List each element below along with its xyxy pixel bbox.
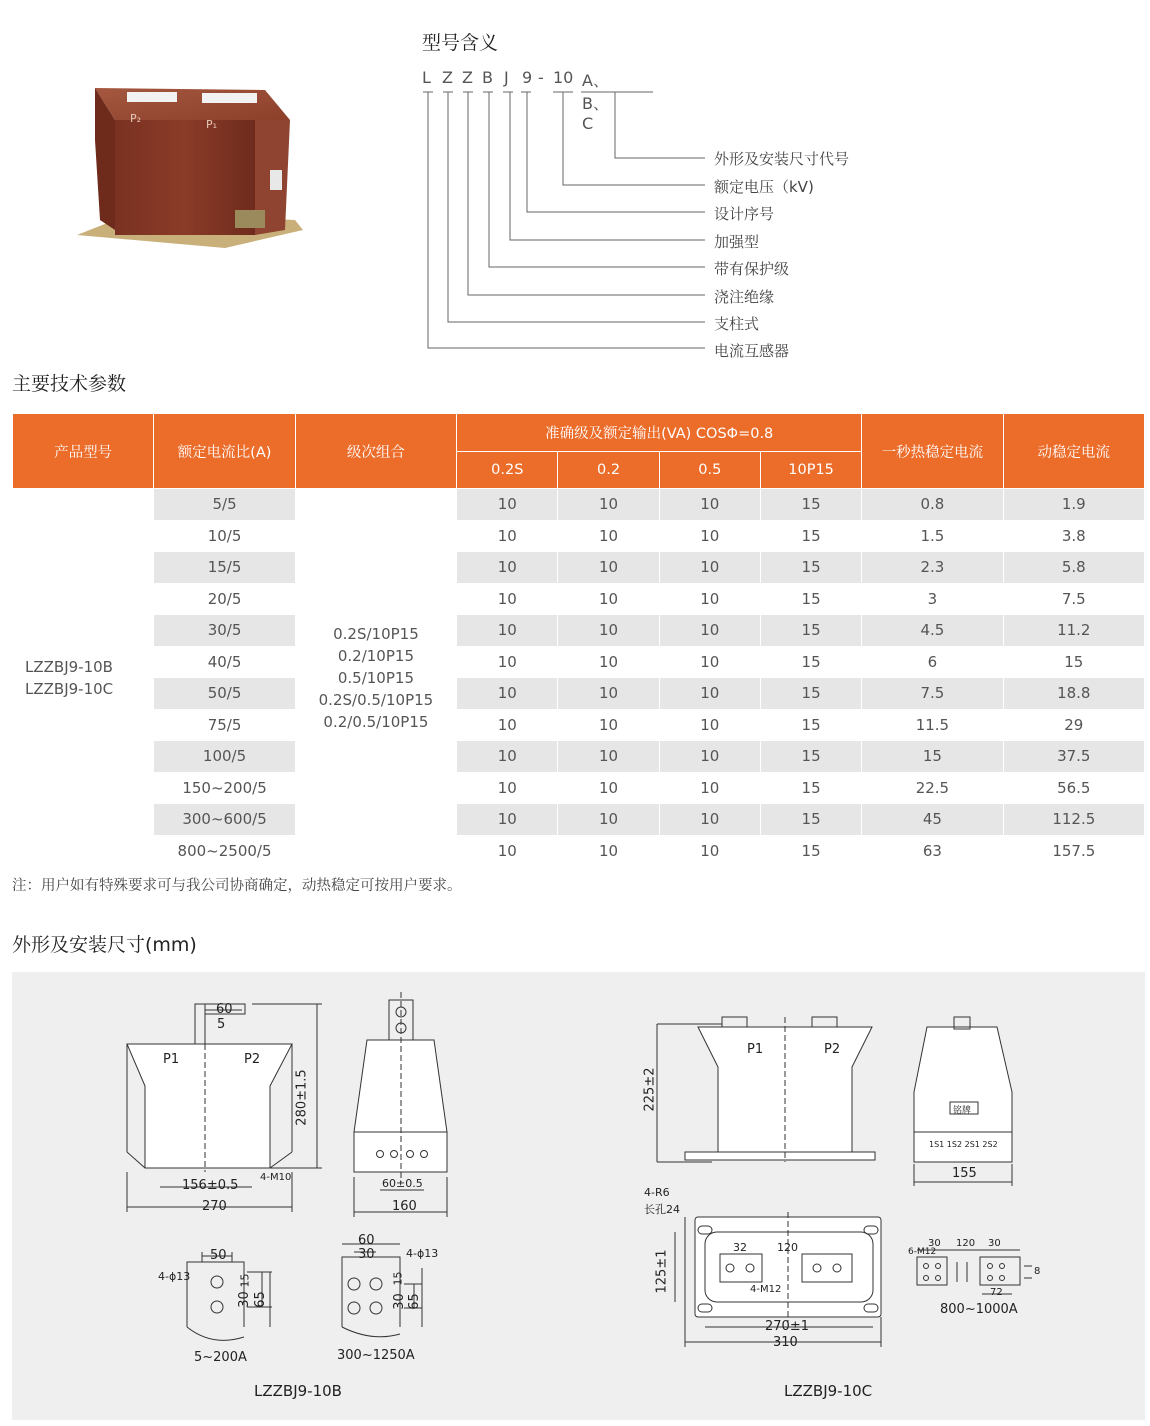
table-row xyxy=(13,678,1145,710)
cell: 10 xyxy=(659,615,760,647)
code-char: Z xyxy=(462,68,473,87)
dim-label: 120 xyxy=(956,1238,976,1249)
cell: 1.9 xyxy=(1003,489,1144,521)
header-accuracy-group: 准确级及额定输出(VA) COSΦ=0.8 xyxy=(457,414,862,452)
dim-label: 72 xyxy=(990,1287,1003,1298)
cell: 10 xyxy=(457,489,558,521)
cell: 10 xyxy=(457,772,558,804)
cell: 10 xyxy=(558,772,659,804)
dim-label: 300~1250A xyxy=(337,1348,415,1363)
code-char: L xyxy=(422,68,431,87)
cell: 10 xyxy=(659,552,760,584)
drawing-model-caption: LZZBJ9-10B xyxy=(254,1382,342,1400)
cell-ratio: 10/5 xyxy=(154,520,295,552)
dim-label: 32 xyxy=(733,1241,747,1254)
cell-ratio: 40/5 xyxy=(154,646,295,678)
dim-label: 8 xyxy=(1034,1266,1041,1277)
table-row xyxy=(13,772,1145,804)
cell: 63 xyxy=(862,835,1003,867)
cell: 56.5 xyxy=(1003,772,1144,804)
table-row xyxy=(13,552,1145,584)
header-sub: 0.2 xyxy=(558,452,659,489)
cell: 15 xyxy=(760,489,861,521)
cell: 7.5 xyxy=(1003,583,1144,615)
cell: 15 xyxy=(760,678,861,710)
meaning-item: 额定电压（kV) xyxy=(714,178,814,196)
cell-ratio: 300~600/5 xyxy=(154,804,295,836)
cell: 10 xyxy=(457,804,558,836)
cell: 10 xyxy=(659,583,760,615)
cell: 10 xyxy=(558,615,659,647)
dim-label: P1 xyxy=(163,1052,180,1067)
dim-label: 160 xyxy=(392,1199,417,1214)
table-row xyxy=(13,615,1145,647)
cell: 15 xyxy=(760,615,861,647)
dim-label: 30 xyxy=(988,1238,1001,1249)
cell: 4.5 xyxy=(862,615,1003,647)
meaning-item: 电流互感器 xyxy=(714,342,790,360)
dim-label: 30 xyxy=(358,1247,375,1262)
table-row xyxy=(13,646,1145,678)
table-row xyxy=(13,520,1145,552)
cell: 15 xyxy=(760,520,861,552)
cell: 18.8 xyxy=(1003,678,1144,710)
dim-label: 铭牌 xyxy=(953,1106,972,1116)
technical-drawings xyxy=(12,972,1145,1420)
meaning-item: 支柱式 xyxy=(714,315,760,333)
dim-label: 15 xyxy=(391,1271,405,1286)
cell-ratio: 30/5 xyxy=(154,615,295,647)
cell: 10 xyxy=(558,709,659,741)
dim-label: 30 xyxy=(928,1238,941,1249)
cell: 15 xyxy=(760,772,861,804)
cell-ratio: 20/5 xyxy=(154,583,295,615)
cell-ratio: 50/5 xyxy=(154,678,295,710)
meaning-leader-lines xyxy=(415,90,725,360)
specs-title: 主要技术参数 xyxy=(12,373,127,395)
cell: 112.5 xyxy=(1003,804,1144,836)
dim-label: 1S1 1S2 2S1 2S2 xyxy=(929,1140,998,1149)
table-row xyxy=(13,804,1145,836)
drawing-model-caption: LZZBJ9-10C xyxy=(784,1382,873,1400)
cell: 3 xyxy=(862,583,1003,615)
cell: 10 xyxy=(457,709,558,741)
dim-label: 30 xyxy=(391,1293,407,1310)
cell: 10 xyxy=(558,804,659,836)
dim-label: 225±2 xyxy=(642,1067,658,1112)
cell-ratio: 75/5 xyxy=(154,709,295,741)
cell: 10 xyxy=(558,583,659,615)
cell: 10 xyxy=(659,520,760,552)
table-row xyxy=(13,709,1145,741)
combo-line: 0.2/0.5/10P15 xyxy=(323,712,429,731)
cell-ratio: 5/5 xyxy=(154,489,295,521)
cell: 10 xyxy=(558,741,659,773)
cell: 15 xyxy=(760,804,861,836)
cell: 15 xyxy=(760,583,861,615)
cell: 10 xyxy=(457,520,558,552)
code-char: B xyxy=(482,68,493,87)
dim-label: 4-ϕ13 xyxy=(158,1270,191,1283)
cell: 10 xyxy=(457,741,558,773)
photo-label-p2: P₂ xyxy=(130,112,142,125)
cell: 10 xyxy=(558,646,659,678)
cell: 10 xyxy=(558,489,659,521)
cell: 15 xyxy=(1003,646,1144,678)
cell: 6 xyxy=(862,646,1003,678)
dim-label: 4-ϕ13 xyxy=(406,1247,439,1260)
cell: 10 xyxy=(457,835,558,867)
cell: 29 xyxy=(1003,709,1144,741)
cell-ratio: 15/5 xyxy=(154,552,295,584)
cell-ratio: 150~200/5 xyxy=(154,772,295,804)
combo-line: 0.2S/0.5/10P15 xyxy=(318,690,434,709)
cell: 10 xyxy=(457,678,558,710)
product-photo xyxy=(75,80,307,252)
cell: 10 xyxy=(659,489,760,521)
dim-label: 6-M12 xyxy=(908,1247,937,1257)
cell: 157.5 xyxy=(1003,835,1144,867)
dim-label: 5 xyxy=(217,1017,226,1032)
cell: 3.8 xyxy=(1003,520,1144,552)
cell: 10 xyxy=(558,678,659,710)
cell: 7.5 xyxy=(862,678,1003,710)
cell: 10 xyxy=(457,552,558,584)
table-row xyxy=(13,583,1145,615)
combo-line: 0.2S/10P15 xyxy=(333,624,419,643)
cell: 45 xyxy=(862,804,1003,836)
cell: 10 xyxy=(659,772,760,804)
spec-table xyxy=(12,413,1145,867)
cell: 15 xyxy=(760,741,861,773)
header-sub: 0.5 xyxy=(659,452,760,489)
cell: 10 xyxy=(558,835,659,867)
cell: 10 xyxy=(457,583,558,615)
table-row xyxy=(13,489,1145,521)
model-line: LZZBJ9-10B xyxy=(25,657,113,676)
cell: 0.8 xyxy=(862,489,1003,521)
header-sub: 10P15 xyxy=(760,452,861,489)
cell: 11.2 xyxy=(1003,615,1144,647)
cell: 11.5 xyxy=(862,709,1003,741)
combo-cell xyxy=(295,489,456,867)
cell: 10 xyxy=(659,741,760,773)
dim-label: 4-M10 xyxy=(260,1172,292,1183)
dim-label: P1 xyxy=(747,1042,764,1057)
dim-label: 156±0.5 xyxy=(182,1178,239,1193)
code-char: Z xyxy=(442,68,453,87)
code-char: 10 xyxy=(553,68,574,87)
cell-ratio: 800~2500/5 xyxy=(154,835,295,867)
dim-label: 310 xyxy=(773,1335,798,1350)
cell-ratio: 100/5 xyxy=(154,741,295,773)
model-meaning-title: 型号含义 xyxy=(422,32,499,54)
meaning-item: 加强型 xyxy=(714,233,760,251)
dim-label: 280±1.5 xyxy=(294,1069,310,1126)
cell: 10 xyxy=(659,646,760,678)
table-note: 注：用户如有特殊要求可与我公司协商确定，动热稳定可按用户要求。 xyxy=(12,878,462,894)
code-char: 9 xyxy=(522,68,533,87)
dim-label: 800~1000A xyxy=(940,1302,1018,1317)
header-dynamic: 动稳定电流 xyxy=(1003,414,1144,489)
cell: 5.8 xyxy=(1003,552,1144,584)
dim-label: 60 xyxy=(216,1002,233,1017)
dim-label: 60±0.5 xyxy=(382,1177,423,1190)
cell: 15 xyxy=(862,741,1003,773)
dim-label: 5~200A xyxy=(194,1350,247,1365)
dim-label: 15 xyxy=(238,1273,252,1288)
meaning-item: 设计序号 xyxy=(714,205,775,223)
cell: 10 xyxy=(558,520,659,552)
header-combo: 级次组合 xyxy=(295,414,456,489)
cell: 15 xyxy=(760,646,861,678)
combo-line: 0.5/10P15 xyxy=(337,668,414,687)
dim-label: 4-M12 xyxy=(750,1284,782,1295)
code-char: J xyxy=(504,68,509,87)
cell: 2.3 xyxy=(862,552,1003,584)
code-char: A、B、C xyxy=(582,71,609,133)
dim-label: 60 xyxy=(358,1233,375,1248)
drawing-panel xyxy=(12,972,1145,1420)
model-cell xyxy=(13,489,154,867)
cell: 10 xyxy=(659,678,760,710)
table-row xyxy=(13,741,1145,773)
cell: 10 xyxy=(558,552,659,584)
cell: 10 xyxy=(659,835,760,867)
cell: 15 xyxy=(760,709,861,741)
header-ratio: 额定电流比(A) xyxy=(154,414,295,489)
cell: 15 xyxy=(760,835,861,867)
code-char: - xyxy=(538,68,544,87)
dim-label: 长孔24 xyxy=(644,1203,680,1216)
dim-label: 30 xyxy=(236,1291,252,1308)
header-sub: 0.2S xyxy=(457,452,558,489)
dimensions-title: 外形及安装尺寸(mm) xyxy=(12,934,197,956)
dim-label: 155 xyxy=(952,1166,977,1181)
dim-label: 65 xyxy=(252,1291,268,1308)
cell: 22.5 xyxy=(862,772,1003,804)
dim-label: 270±1 xyxy=(765,1319,809,1334)
dim-label: P2 xyxy=(824,1042,841,1057)
dim-label: 120 xyxy=(777,1241,798,1254)
dim-label: 4-R6 xyxy=(644,1186,670,1199)
header-model: 产品型号 xyxy=(13,414,154,489)
header-thermal: 一秒热稳定电流 xyxy=(862,414,1003,489)
cell: 10 xyxy=(659,709,760,741)
meaning-item: 外形及安装尺寸代号 xyxy=(714,150,850,168)
dim-label: 270 xyxy=(202,1199,227,1214)
cell: 10 xyxy=(659,804,760,836)
combo-line: 0.2/10P15 xyxy=(337,646,414,665)
dim-label: 65 xyxy=(406,1293,422,1310)
meaning-item: 带有保护级 xyxy=(714,260,790,278)
model-line: LZZBJ9-10C xyxy=(25,679,114,698)
cell: 10 xyxy=(457,646,558,678)
cell: 1.5 xyxy=(862,520,1003,552)
cell: 37.5 xyxy=(1003,741,1144,773)
dim-label: 50 xyxy=(210,1248,227,1263)
table-row xyxy=(13,835,1145,867)
dim-label: P2 xyxy=(244,1052,261,1067)
cell: 15 xyxy=(760,552,861,584)
photo-label-p1: P₁ xyxy=(206,118,218,131)
dim-label: 125±1 xyxy=(654,1249,670,1294)
meaning-item: 浇注绝缘 xyxy=(714,288,775,306)
cell: 10 xyxy=(457,615,558,647)
